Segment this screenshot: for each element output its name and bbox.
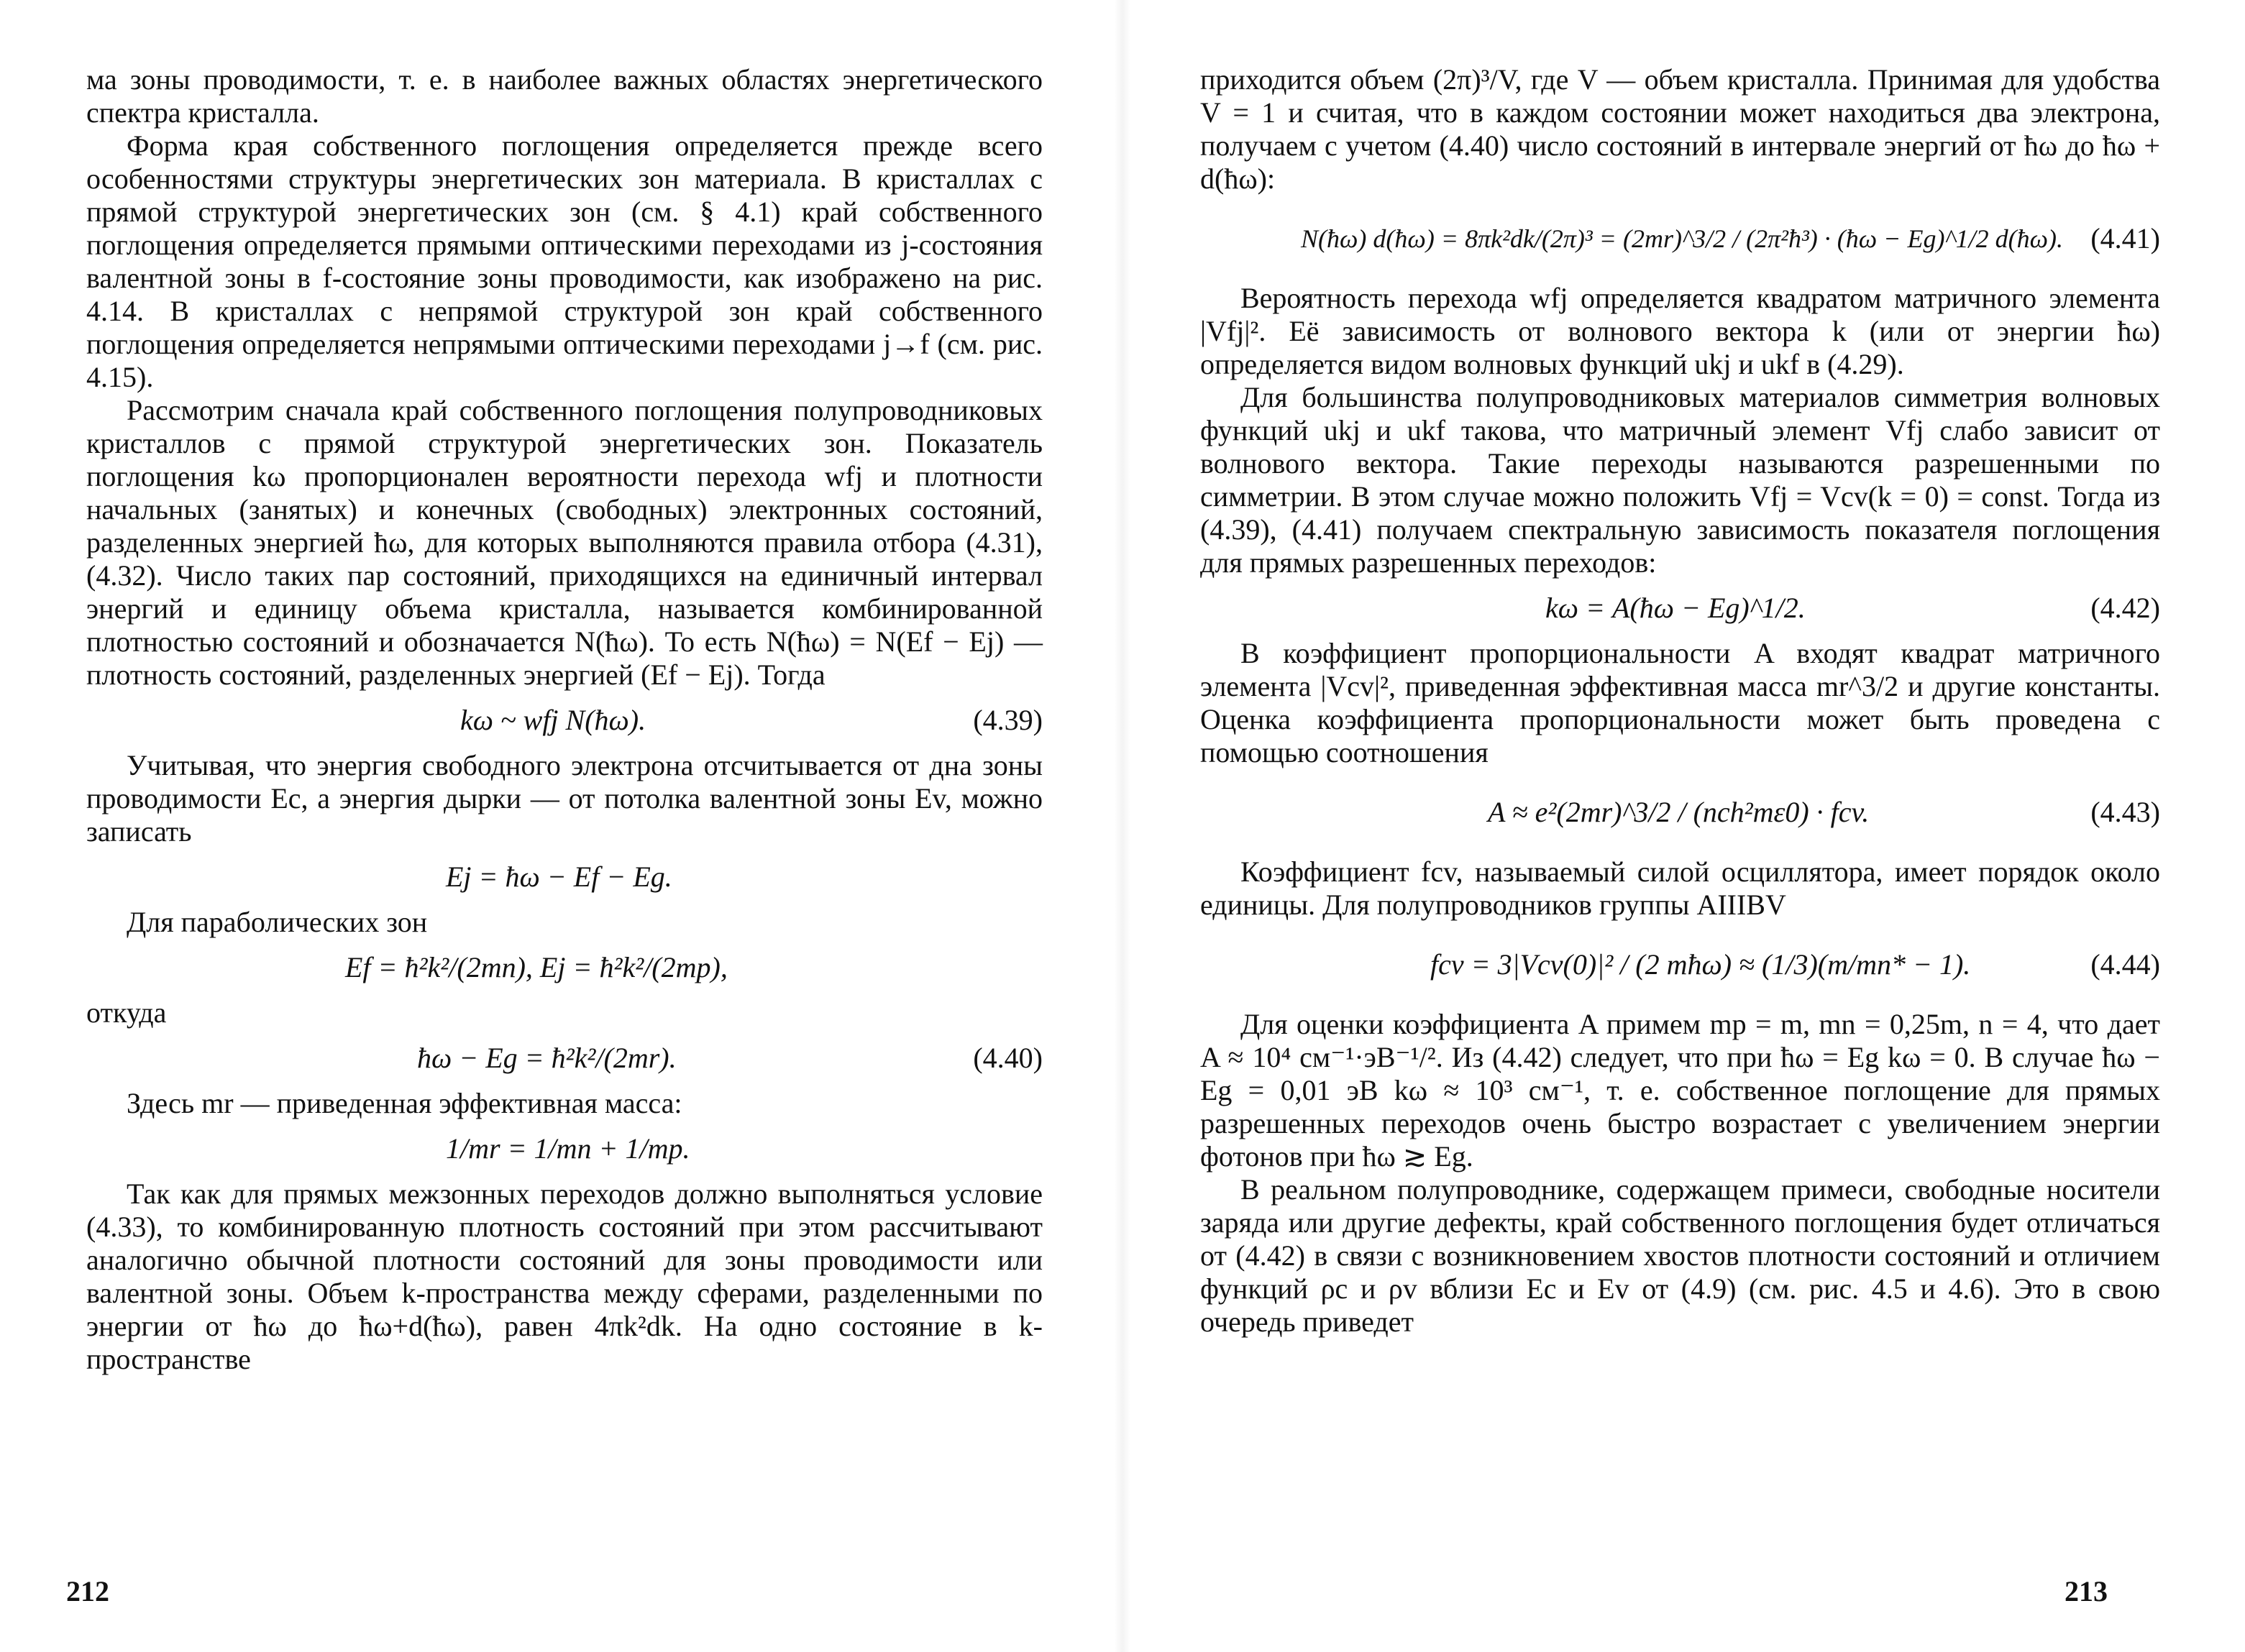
- left-paragraph-2: Форма края собственного поглощения определяется прежде всего особенностями структуры энергетических зон материала. В кристаллах с прямой структурой энергетических зон (см. § 4.1) край собственного поглощения определяется прямыми оптическими переходами из j-состояния валентной зоны в f-состояние зоны проводимости, как изображено на рис. 4.14. В кристаллах с непрямой структурой зон край собственного поглощения определяется непрямыми оптическими переходами j→f (см. рис. 4.15).: [86, 129, 1043, 393]
- page-number: 213: [2065, 1575, 2108, 1607]
- equation-body: kω ~ wfj N(ħω).: [460, 704, 646, 736]
- equation-4-42: [1200, 579, 2160, 637]
- equation-body: fcv = 3|Vcv(0)|² / (2 mħω) ≈ (1/3)(m/mn* − 1).: [1430, 948, 1971, 981]
- equation-4-39: [86, 692, 1043, 749]
- right-paragraph-1: приходится объем (2π)³/V, где V — объем кристалла. Принимая для удобства V = 1 и считая, что в каждом состоянии может находиться два электрона, получаем с учетом (4.40) число состояний в интервале энергий от ħω до ħω + d(ħω):: [1200, 63, 2160, 195]
- page-number: 212: [66, 1575, 109, 1607]
- right-page: [1122, 0, 2245, 1652]
- right-text-column: [1200, 63, 2160, 1339]
- left-paragraph-3: Рассмотрим сначала край собственного поглощения полупроводниковых кристаллов с прямой структурой энергетических зон. Показатель поглощения kω пропорционален вероятности перехода wfj и плотности начальных (занятых) и конечных (свободных) электронных состояний, разделенных энергией ħω, для которых выполняются правила отбора (4.31), (4.32). Число таких пар состояний, приходящихся на единичный интервал энергий и единицу объема кристалла, называется комбинированной плотностью состояний и обозначается N(ħω). То есть N(ħω) = N(Ef − Ej) — плотность состояний, разделенных энергией (Ef − Ej). Тогда: [86, 394, 1043, 691]
- equation-ej: [86, 848, 1043, 906]
- left-text-column: [86, 63, 1043, 1376]
- equation-body: Ej = ħω − Ef − Eg.: [446, 861, 672, 893]
- right-paragraph-5: Коэффициент fcv, называемый силой осциллятора, имеет порядок около единицы. Для полупроводников группы AIIIBV: [1200, 855, 2160, 921]
- equation-body: ħω − Eg = ħ²k²/(2mr).: [417, 1042, 677, 1074]
- right-paragraph-6: Для оценки коэффициента A примем mp = m, mn = 0,25m, n = 4, что дает A ≈ 10⁴ см⁻¹·эВ⁻¹/². Из (4.42) следует, что при ħω = Eg kω = 0. В случае ħω − Eg = 0,01 эВ kω ≈ 10³ см⁻¹, т. е. собственное поглощение для прямых разрешенных переходов очень быстро возрастает с увеличением энергии фотонов при ħω ≳ Eg.: [1200, 1008, 2160, 1173]
- left-paragraph-5: Для параболических зон: [127, 906, 428, 938]
- equation-body: kω = A(ħω − Eg)^1/2.: [1545, 592, 1806, 624]
- equation-number: (4.39): [973, 704, 1043, 736]
- equation-4-44: [1200, 922, 2160, 1008]
- left-paragraph-8: Так как для прямых межзонных переходов должно выполняться условие (4.33), то комбинированную плотность состояний при этом рассчитывают аналогично обычной плотности состояний для зоны проводимости или валентной зоны. Объем k-пространства между сферами, разделенными по энергии от ħω до ħω+d(ħω), равен 4πk²dk. На одно состояние в k-пространстве: [86, 1178, 1043, 1375]
- right-paragraph-7: В реальном полупроводнике, содержащем примеси, свободные носители заряда или другие дефекты, край собственного поглощения будет отличаться от (4.42) в связи с возникновением хвостов плотности состояний и отличием функций ρc и ρv вблизи Ec и Ev от (4.9) (см. рис. 4.5 и 4.6). Это в свою очередь приведет: [1200, 1173, 2160, 1338]
- left-paragraph-7: Здесь mr — приведенная эффективная масса:: [127, 1087, 682, 1119]
- equation-body: A ≈ e²(2mr)^3/2 / (nch²mε0) · fcv.: [1488, 796, 1870, 828]
- left-paragraph-6: откуда: [86, 996, 167, 1029]
- equation-number: (4.44): [2090, 948, 2160, 981]
- equation-4-41: [1200, 196, 2160, 282]
- equation-body: 1/mr = 1/mn + 1/mp.: [446, 1132, 690, 1165]
- right-paragraph-4: В коэффициент пропорциональности A входят квадрат матричного элемента |Vcv|², приведенная эффективная масса mr^3/2 и другие константы. Оценка коэффициента пропорциональности может быть проведена с помощью соотношения: [1200, 637, 2160, 768]
- left-paragraph-4: Учитывая, что энергия свободного электрона отсчитывается от дна зоны проводимости Ec, а энергия дырки — от потолка валентной зоны Ev, можно записать: [86, 749, 1043, 848]
- equation-number: (4.41): [2090, 222, 2160, 254]
- right-paragraph-3: Для большинства полупроводниковых материалов симметрия волновых функций ukj и ukf такова, что матричный элемент Vfj слабо зависит от волнового вектора. Такие переходы называются разрешенными по симметрии. В этом случае можно положить Vfj = Vcv(k = 0) = const. Тогда из (4.39), (4.41) получаем спектральную зависимость показателя поглощения для прямых разрешенных переходов:: [1200, 381, 2160, 579]
- equation-parabolic: [86, 939, 1043, 996]
- right-paragraph-2: Вероятность перехода wfj определяется квадратом матричного элемента |Vfj|². Её зависимость от волнового вектора k (или от энергии ħω) определяется видом волновых функций ukj и ukf в (4.29).: [1200, 282, 2160, 380]
- equation-4-43: [1200, 769, 2160, 855]
- equation-body: Ef = ħ²k²/(2mn), Ej = ħ²k²/(2mp),: [345, 951, 728, 983]
- equation-mr: [86, 1120, 1043, 1178]
- left-paragraph-1: ма зоны проводимости, т. е. в наиболее важных областях энергетического спектра кристалла.: [86, 63, 1043, 129]
- equation-4-40: [86, 1029, 1043, 1087]
- equation-number: (4.43): [2090, 796, 2160, 828]
- equation-body: N(ħω) d(ħω) = 8πk²dk/(2π)³ = (2mr)^3/2 / (2π²ħ³) · (ħω − Eg)^1/2 d(ħω).: [1301, 224, 2064, 253]
- equation-number: (4.42): [2090, 592, 2160, 624]
- left-page: [0, 0, 1122, 1652]
- equation-number: (4.40): [973, 1042, 1043, 1074]
